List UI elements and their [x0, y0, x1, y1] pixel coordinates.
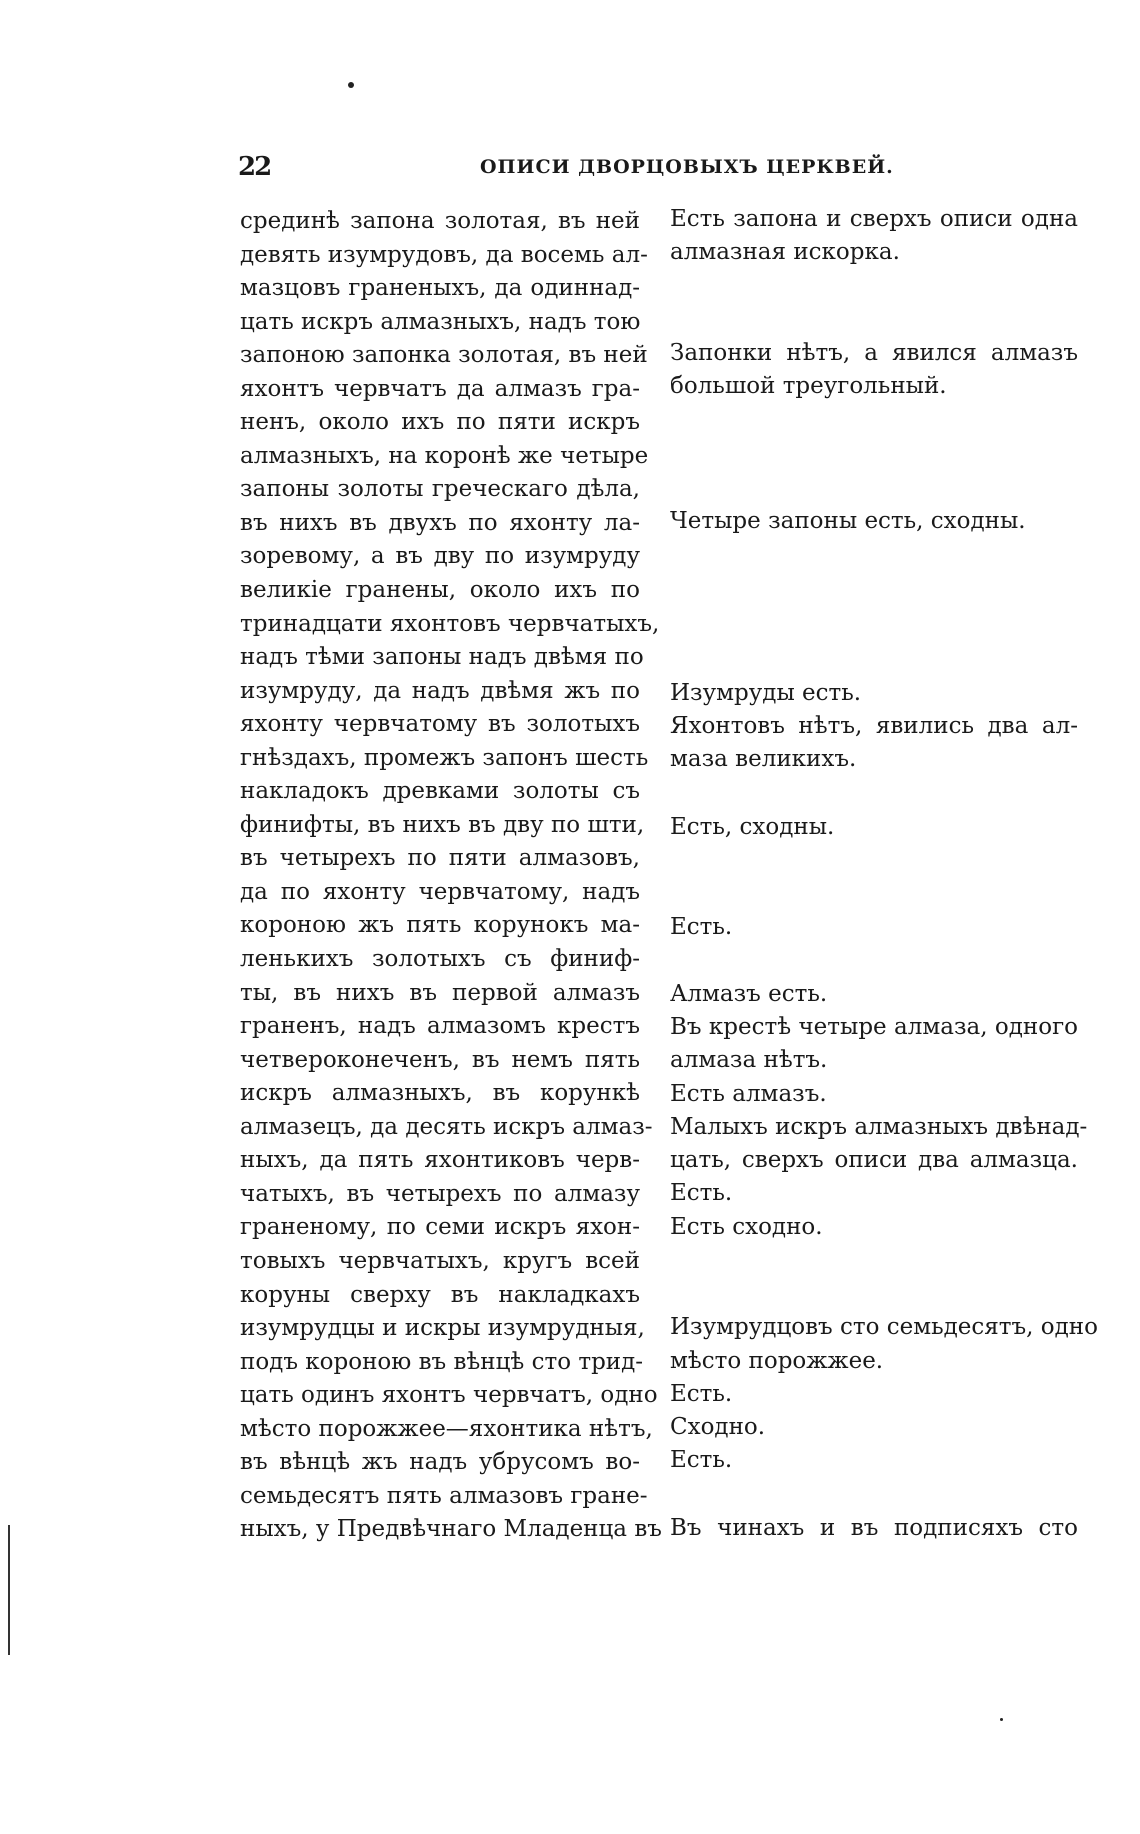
left-line: мазцовъ граненыхъ, да одиннад- [240, 275, 640, 302]
right-line: Есть сходно. [670, 1214, 823, 1240]
left-line: мѣсто порожжее—яхонтика нѣтъ, [240, 1415, 653, 1442]
left-line: цать одинъ яхонтъ червчатъ, одно [240, 1382, 658, 1409]
left-line: изумруду, да надъ двѣмя жъ по [240, 677, 640, 704]
right-line: Есть алмазъ. [670, 1081, 827, 1107]
right-line: Запонки нѣтъ, а явился алмазъ [670, 340, 1078, 366]
margin-scan-line [8, 1525, 10, 1655]
left-line: запоны золоты греческаго дѣла, [240, 476, 640, 503]
left-line: ты, въ нихъ въ первой алмазъ [240, 979, 640, 1006]
left-line: чатыхъ, въ четырехъ по алмазу [240, 1180, 640, 1207]
right-line: Четыре запоны есть, сходны. [670, 508, 1026, 534]
right-line: большой треугольный. [670, 373, 947, 399]
right-line: Есть, сходны. [670, 814, 835, 840]
left-line: коруны сверху въ накладкахъ [240, 1281, 640, 1308]
left-line: да по яхонту червчатому, надъ [240, 878, 640, 905]
right-line: Есть. [670, 1447, 733, 1473]
right-line: алмазная искорка. [670, 239, 900, 265]
right-line: Есть. [670, 914, 733, 940]
left-line: надъ тѣми запоны надъ двѣмя по [240, 644, 644, 671]
left-line: накладокъ древками золоты съ [240, 778, 640, 805]
left-line: въ вѣнцѣ жъ надъ убрусомъ во- [240, 1449, 640, 1476]
left-line: девять изумрудовъ, да восемь ал- [240, 241, 648, 268]
print-speck [348, 82, 354, 88]
left-line: ныхъ, у Предвѣчнаго Младенца въ [240, 1516, 662, 1543]
left-line: граненъ, надъ алмазомъ крестъ [240, 1013, 640, 1040]
left-line: яхонту червчатому въ золотыхъ [240, 711, 640, 738]
left-line: финифты, въ нихъ въ дву по шти, [240, 811, 645, 838]
right-line: Алмазъ есть. [670, 981, 828, 1007]
right-line: Есть. [670, 1381, 733, 1407]
right-line: Есть. [670, 1180, 733, 1206]
left-line: зоревому, а въ дву по изумруду [240, 543, 640, 570]
left-line: тринадцати яхонтовъ червчатыхъ, [240, 610, 660, 637]
left-line: изумрудцы и искры изумрудныя, [240, 1315, 645, 1342]
left-line: запоною запонка золотая, въ ней [240, 342, 648, 369]
left-line: яхонтъ червчатъ да алмазъ гра- [240, 375, 640, 402]
print-speck [1000, 1718, 1003, 1721]
left-line: ныхъ, да пять яхонтиковъ черв- [240, 1147, 640, 1174]
left-line: цать искръ алмазныхъ, надъ тою [240, 308, 641, 335]
left-line: гнѣздахъ, промежъ запонъ шесть [240, 744, 649, 771]
left-line: ненъ, около ихъ по пяти искръ [240, 409, 640, 436]
right-line: Малыхъ искръ алмазныхъ двѣнад- [670, 1114, 1088, 1140]
left-line: короною жъ пять корунокъ ма- [240, 912, 640, 939]
left-line: подъ короною въ вѣнцѣ сто трид- [240, 1348, 644, 1375]
left-line: товыхъ червчатыхъ, кругъ всей [240, 1247, 640, 1274]
left-column [240, 205, 662, 1547]
left-line: семьдесятъ пять алмазовъ гране- [240, 1482, 648, 1509]
right-line: Сходно. [670, 1414, 766, 1440]
left-line: въ нихъ въ двухъ по яхонту ла- [240, 509, 640, 536]
left-line: алмазецъ, да десять искръ алмаз- [240, 1113, 653, 1140]
right-line: алмаза нѣтъ. [670, 1047, 828, 1073]
left-line: ленькихъ золотыхъ съ финиф- [240, 946, 640, 973]
left-line: великіе гранены, около ихъ по [240, 577, 640, 604]
right-line: цать, сверхъ описи два алмазца. [670, 1147, 1078, 1173]
left-line: въ четырехъ по пяти алмазовъ, [240, 845, 640, 872]
left-line: срединѣ запона золотая, въ ней [240, 208, 640, 234]
right-line: Изумрудцовъ сто семьдесятъ, одно [670, 1314, 1098, 1340]
right-line: Есть запона и сверхъ описи одна [670, 206, 1078, 232]
right-line: Яхонтовъ нѣтъ, явились два ал- [670, 713, 1078, 739]
right-line: маза великихъ. [670, 746, 857, 772]
left-line: искръ алмазныхъ, въ корункѣ [240, 1080, 640, 1107]
right-line: Изумруды есть. [670, 680, 862, 706]
right-line: Въ чинахъ и въ подписяхъ сто [670, 1515, 1078, 1541]
left-line: алмазныхъ, на коронѣ же четыре [240, 442, 649, 469]
right-line: Въ крестѣ четыре алмаза, одного [670, 1014, 1078, 1040]
left-line: граненому, по семи искръ яхон- [240, 1214, 640, 1241]
left-line: четвероконеченъ, въ немъ пять [240, 1046, 640, 1073]
running-head: ОПИСИ ДВОРЦОВЫХЪ ЦЕРКВЕЙ. [480, 156, 894, 178]
right-line: мѣсто порожжее. [670, 1348, 884, 1374]
page-number: 22 [238, 152, 271, 182]
